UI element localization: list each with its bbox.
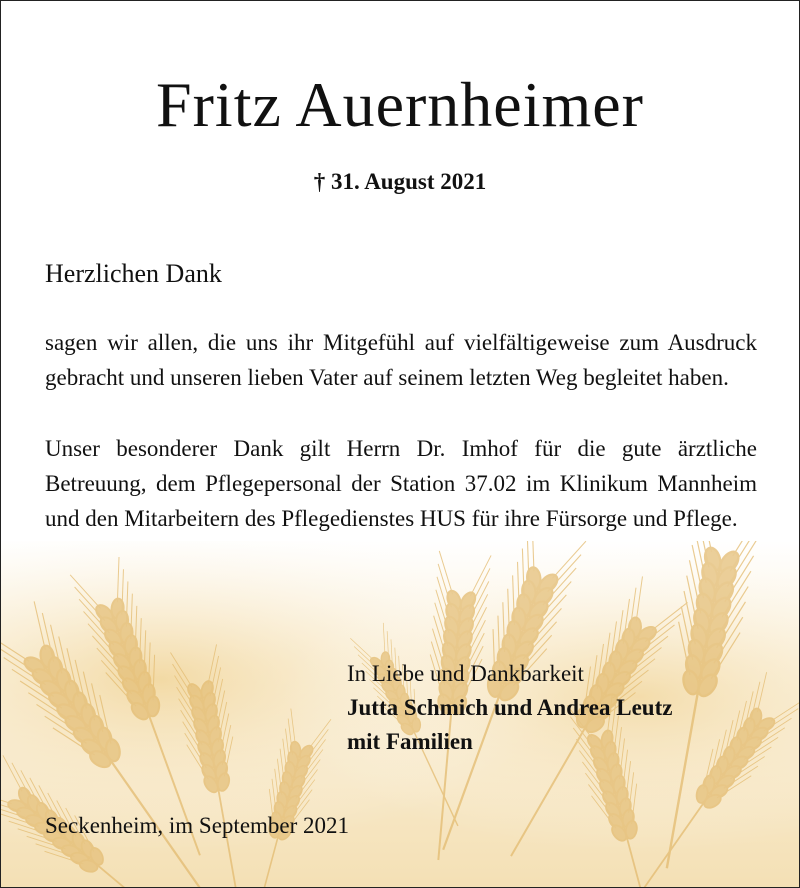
deceased-name: Fritz Auernheimer: [156, 69, 644, 140]
thanks-heading: Herzlichen Dank: [45, 259, 222, 288]
place-and-date: Seckenheim, im September 2021: [45, 813, 350, 838]
closing-line: In Liebe und Dankbarkeit: [347, 661, 584, 686]
signers-line-2: mit Familien: [347, 729, 473, 754]
signers-line-1: Jutta Schmich und Andrea Leutz: [347, 695, 673, 720]
signature-block: [347, 657, 672, 759]
thanks-paragraph-2: Unser besonderer Dank gilt Herrn Dr. Imhof für die gute ärztliche Betreuung, dem Pflegepersonal der Station 37.02 im Klinikum Mannheim und den Mitarbeitern des Pflegedienstes HUS für ihre Fürsorge und Pflege.: [45, 436, 757, 531]
thanks-paragraph-1: sagen wir allen, die uns ihr Mitgefühl auf vielfältigeweise zum Ausdruck gebracht und unseren lieben Vater auf seinem letzten Weg begleitet haben.: [45, 330, 757, 390]
death-date: † 31. August 2021: [313, 169, 487, 194]
